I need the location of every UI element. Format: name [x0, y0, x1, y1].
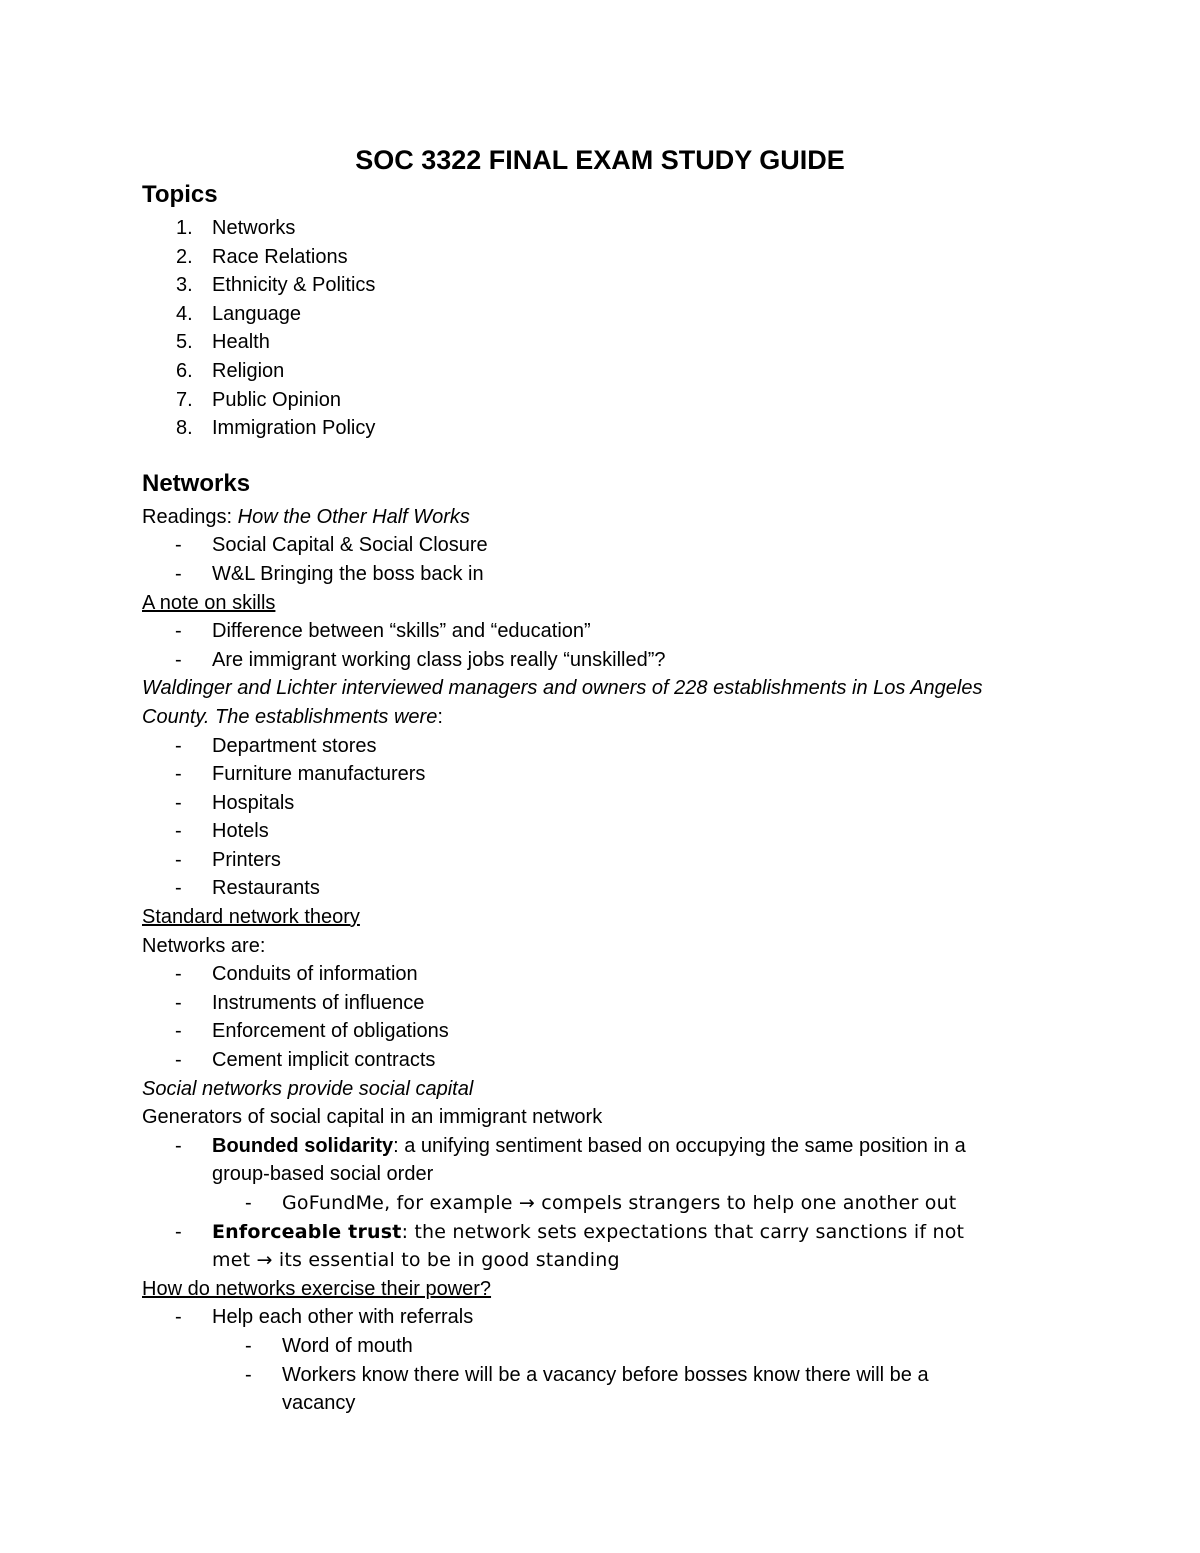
readings-line: Readings: How the Other Half Works	[142, 505, 470, 528]
list-item: - Help each other with referrals	[175, 1306, 474, 1329]
topics-heading: Topics	[142, 181, 218, 208]
spacer	[142, 443, 1072, 465]
enforceable-trust-term: Enforceable trust	[212, 1220, 402, 1243]
list-item: - Furniture manufacturers	[175, 763, 426, 786]
list-item: 2. Race Relations	[176, 245, 348, 268]
list-item: 6. Religion	[176, 359, 285, 382]
list-item: 4. Language	[176, 302, 301, 325]
theory-heading: Standard network theory	[142, 906, 360, 929]
list-item: 3. Ethnicity & Politics	[176, 274, 376, 297]
topics-list	[142, 214, 1072, 443]
list-item: - Hotels	[175, 820, 269, 843]
networks-heading: Networks	[142, 469, 251, 497]
list-item: 1. Networks	[176, 217, 296, 239]
list-item: - Instruments of influence	[175, 991, 425, 1014]
list-item: - Workers know there will be a vacancy before bosses know there will be a vacancy	[245, 1363, 929, 1415]
list-item: - Are immigrant working class jobs really “unskilled”?	[175, 648, 666, 671]
list-item: - Restaurants	[175, 877, 320, 900]
list-item: - Difference between “skills” and “education”	[175, 620, 591, 643]
list-item: 5. Health	[176, 331, 270, 354]
list-item: - Printers	[175, 848, 281, 871]
list-item: - Department stores	[175, 734, 377, 757]
list-item: - GoFundMe, for example → compels strangers to help one another out	[245, 1192, 957, 1214]
generators-line: Generators of social capital in an immigrant network	[142, 1106, 603, 1129]
page-title: SOC 3322 FINAL EXAM STUDY GUIDE	[355, 145, 845, 175]
list-item: - Enforcement of obligations	[175, 1020, 449, 1043]
power-heading: How do networks exercise their power?	[142, 1277, 492, 1300]
list-item: - Social Capital & Social Closure	[175, 534, 488, 557]
list-item: - Word of mouth	[245, 1334, 413, 1357]
bounded-solidarity-term: Bounded solidarity	[212, 1134, 394, 1157]
list-item: 7. Public Opinion	[176, 388, 341, 411]
study-description-line: Waldinger and Lichter interviewed managers and owners of 228 establishments in Los Angeles	[142, 677, 983, 700]
list-item: - Enforceable trust: the network sets expectations that carry sanctions if not met → its essential to be in good standing	[175, 1220, 965, 1272]
social-capital-line: Social networks provide social capital	[142, 1077, 474, 1100]
list-item: 8. Immigration Policy	[176, 417, 376, 440]
list-item: - Cement implicit contracts	[175, 1049, 436, 1072]
study-description-line: County. The establishments were:	[142, 705, 443, 728]
list-item: - Hospitals	[175, 791, 295, 814]
list-item: - Bounded solidarity: a unifying sentiment based on occupying the same position in a group-based social order	[175, 1134, 966, 1186]
document-body	[142, 176, 1072, 1418]
list-item: - W&L Bringing the boss back in	[175, 562, 484, 585]
list-item: - Conduits of information	[175, 963, 418, 986]
networks-are-line: Networks are:	[142, 934, 266, 957]
skills-heading: A note on skills	[142, 591, 276, 614]
